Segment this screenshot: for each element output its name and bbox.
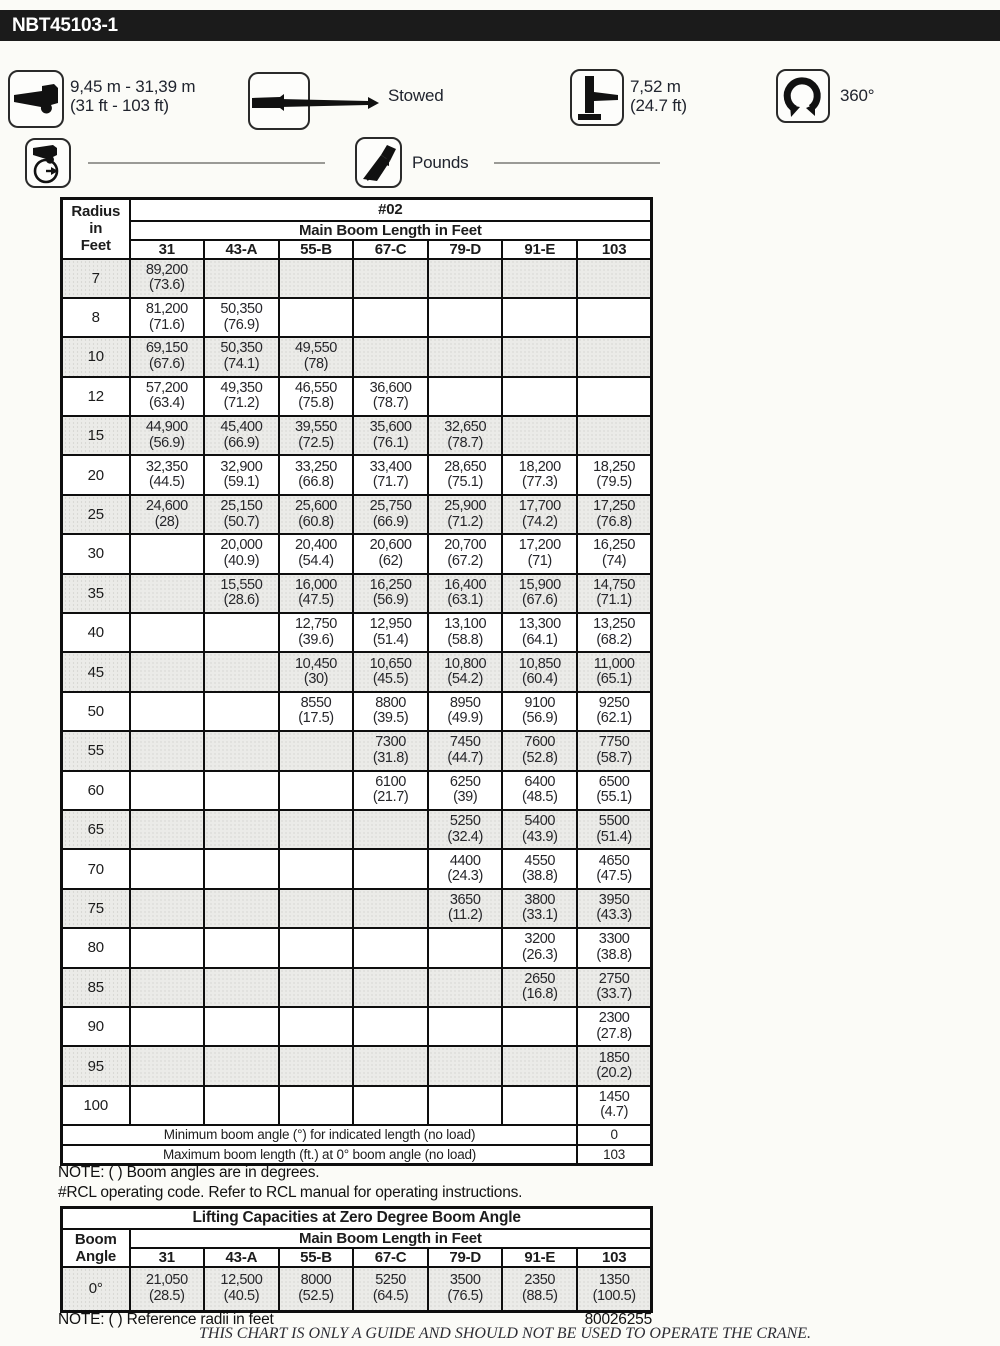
column-label: 43-A bbox=[204, 1248, 279, 1267]
capacity-cell-empty bbox=[130, 574, 205, 613]
capacity-cell: 7300 (31.8) bbox=[353, 731, 428, 770]
table-row bbox=[62, 810, 652, 849]
capacity-cell: 25,150 (50.7) bbox=[204, 495, 279, 534]
table-row bbox=[62, 337, 652, 376]
capacity-cell: 6250 (39) bbox=[428, 771, 503, 810]
radius-cell: 12 bbox=[62, 377, 130, 416]
capacity-cell-empty bbox=[428, 1086, 503, 1125]
capacity-cell-empty bbox=[279, 889, 354, 928]
column-labels-row bbox=[62, 240, 652, 259]
capacity-cell: 8800 (39.5) bbox=[353, 692, 428, 731]
radius-cell: 90 bbox=[62, 1007, 130, 1046]
capacity-cell-empty bbox=[204, 1007, 279, 1046]
capacity-cell-empty bbox=[353, 259, 428, 298]
capacity-cell: 10,850 (60.4) bbox=[502, 652, 577, 691]
footer-label: Minimum boom angle (°) for indicated length (no load) bbox=[62, 1125, 578, 1145]
capacity-cell-empty bbox=[204, 771, 279, 810]
capacity-cell-empty bbox=[353, 810, 428, 849]
column-label: 43-A bbox=[204, 240, 279, 259]
capacity-cell-empty bbox=[279, 1007, 354, 1046]
table-row bbox=[62, 613, 652, 652]
capacity-cell-empty bbox=[577, 337, 652, 376]
capacity-pounds-icon bbox=[355, 137, 402, 188]
footer-value: 103 bbox=[577, 1145, 652, 1165]
table-row bbox=[62, 574, 652, 613]
divider-line bbox=[494, 162, 660, 164]
footer-label: Maximum boom length (ft.) at 0° boom angle (no load) bbox=[62, 1145, 578, 1165]
capacity-cell: 7750 (58.7) bbox=[577, 731, 652, 770]
capacity-cell: 32,900 (59.1) bbox=[204, 455, 279, 494]
outrigger-extension-icon bbox=[570, 69, 624, 126]
capacity-cell-empty bbox=[130, 849, 205, 888]
capacity-cell: 2300 (27.8) bbox=[577, 1007, 652, 1046]
capacity-cell: 3500 (76.5) bbox=[428, 1267, 503, 1312]
capacity-cell-empty bbox=[279, 849, 354, 888]
capacity-cell: 28,650 (75.1) bbox=[428, 455, 503, 494]
capacity-cell-empty bbox=[353, 928, 428, 967]
capacity-cell-empty bbox=[130, 1086, 205, 1125]
table-row bbox=[62, 968, 652, 1007]
capacity-cell-empty bbox=[279, 810, 354, 849]
capacity-cell: 57,200 (63.4) bbox=[130, 377, 205, 416]
note-boom-angles: NOTE: ( ) Boom angles are in degrees. bbox=[58, 1164, 320, 1181]
capacity-cell-empty bbox=[502, 1086, 577, 1125]
capacity-cell-empty bbox=[502, 1007, 577, 1046]
radius-cell: 7 bbox=[62, 259, 130, 298]
boom-length-header: Main Boom Length in Feet bbox=[130, 1229, 652, 1248]
capacity-cell: 81,200 (71.6) bbox=[130, 298, 205, 337]
capacity-cell-empty bbox=[130, 889, 205, 928]
capacity-cell: 13,100 (58.8) bbox=[428, 613, 503, 652]
capacity-cell-empty bbox=[130, 692, 205, 731]
capacity-cell: 7450 (44.7) bbox=[428, 731, 503, 770]
column-label: 31 bbox=[130, 1248, 205, 1267]
capacity-cell: 20,600 (62) bbox=[353, 534, 428, 573]
table-row bbox=[62, 928, 652, 967]
capacity-cell: 6500 (55.1) bbox=[577, 771, 652, 810]
capacity-cell: 49,350 (71.2) bbox=[204, 377, 279, 416]
capacity-cell: 44,900 (56.9) bbox=[130, 416, 205, 455]
capacity-cell-empty bbox=[502, 416, 577, 455]
divider-line bbox=[88, 162, 325, 164]
column-label: 55-B bbox=[279, 1248, 354, 1267]
document-number: 80026255 bbox=[584, 1311, 652, 1328]
capacity-cell-empty bbox=[204, 692, 279, 731]
radius-cell: 25 bbox=[62, 495, 130, 534]
column-label: 31 bbox=[130, 240, 205, 259]
capacity-cell: 17,250 (76.8) bbox=[577, 495, 652, 534]
capacity-cell: 18,200 (77.3) bbox=[502, 455, 577, 494]
column-label: 79-D bbox=[428, 240, 503, 259]
radius-cell: 20 bbox=[62, 455, 130, 494]
capacity-cell: 89,200 (73.6) bbox=[130, 259, 205, 298]
capacity-cell-empty bbox=[279, 1086, 354, 1125]
footer-value: 0 bbox=[577, 1125, 652, 1145]
capacity-cell: 50,350 (76.9) bbox=[204, 298, 279, 337]
table-row bbox=[62, 455, 652, 494]
capacity-cell: 32,650 (78.7) bbox=[428, 416, 503, 455]
capacity-cell: 49,550 (78) bbox=[279, 337, 354, 376]
crane-rotation-clock-icon bbox=[25, 138, 71, 188]
capacity-cell-empty bbox=[130, 1046, 205, 1085]
capacity-cell: 39,550 (72.5) bbox=[279, 416, 354, 455]
capacity-cell: 5250 (64.5) bbox=[353, 1267, 428, 1312]
capacity-cell-empty bbox=[353, 1046, 428, 1085]
boom-stowed-arrow bbox=[250, 92, 380, 114]
table-row bbox=[62, 1007, 652, 1046]
table-row bbox=[62, 849, 652, 888]
boom-angle-cell: 0° bbox=[62, 1267, 130, 1312]
capacity-cell: 25,900 (71.2) bbox=[428, 495, 503, 534]
column-label: 103 bbox=[577, 240, 652, 259]
capacity-cell: 2650 (16.8) bbox=[502, 968, 577, 1007]
capacity-cell-empty bbox=[279, 1046, 354, 1085]
capacity-cell: 16,250 (56.9) bbox=[353, 574, 428, 613]
boom-length-header: Main Boom Length in Feet bbox=[130, 221, 652, 240]
capacity-cell: 12,500 (40.5) bbox=[204, 1267, 279, 1312]
capacity-cell-empty bbox=[130, 1007, 205, 1046]
table-row bbox=[62, 534, 652, 573]
table-row bbox=[62, 416, 652, 455]
capacity-cell-empty bbox=[577, 416, 652, 455]
capacity-cell: 9100 (56.9) bbox=[502, 692, 577, 731]
footer-row bbox=[62, 1145, 652, 1165]
radius-cell: 30 bbox=[62, 534, 130, 573]
capacity-cell: 8950 (49.9) bbox=[428, 692, 503, 731]
capacity-cell-empty bbox=[428, 377, 503, 416]
capacity-cell-empty bbox=[502, 1046, 577, 1085]
table-row bbox=[62, 377, 652, 416]
capacity-cell: 20,000 (40.9) bbox=[204, 534, 279, 573]
column-label: 103 bbox=[577, 1248, 652, 1267]
capacity-cell-empty bbox=[353, 889, 428, 928]
capacity-cell: 25,600 (60.8) bbox=[279, 495, 354, 534]
capacity-cell: 1350 (100.5) bbox=[577, 1267, 652, 1312]
capacity-cell: 14,750 (71.1) bbox=[577, 574, 652, 613]
capacity-cell-empty bbox=[502, 337, 577, 376]
page-title: NBT45103-1 bbox=[12, 14, 118, 36]
note-rcl-code: #RCL operating code. Refer to RCL manual for operating instructions. bbox=[58, 1183, 523, 1201]
capacity-cell-empty bbox=[204, 259, 279, 298]
pounds-label: Pounds bbox=[412, 153, 469, 172]
capacity-cell: 18,250 (79.5) bbox=[577, 455, 652, 494]
zero-table-title: Lifting Capacities at Zero Degree Boom Angle bbox=[62, 1208, 652, 1229]
main-capacity-table bbox=[60, 197, 653, 1166]
capacity-cell: 6400 (48.5) bbox=[502, 771, 577, 810]
column-label: 91-E bbox=[502, 1248, 577, 1267]
capacity-cell-empty bbox=[204, 889, 279, 928]
capacity-cell-empty bbox=[577, 377, 652, 416]
capacity-cell-empty bbox=[204, 849, 279, 888]
radius-cell: 8 bbox=[62, 298, 130, 337]
capacity-cell: 33,400 (71.7) bbox=[353, 455, 428, 494]
capacity-cell: 5500 (51.4) bbox=[577, 810, 652, 849]
capacity-cell-empty bbox=[353, 1086, 428, 1125]
capacity-cell: 3300 (38.8) bbox=[577, 928, 652, 967]
capacity-cell-empty bbox=[353, 337, 428, 376]
column-label: 67-C bbox=[353, 240, 428, 259]
capacity-cell: 3950 (43.3) bbox=[577, 889, 652, 928]
capacity-cell-empty bbox=[502, 259, 577, 298]
capacity-cell: 13,300 (64.1) bbox=[502, 613, 577, 652]
radius-cell: 55 bbox=[62, 731, 130, 770]
capacity-cell: 13,250 (68.2) bbox=[577, 613, 652, 652]
radius-cell: 75 bbox=[62, 889, 130, 928]
capacity-cell: 10,800 (54.2) bbox=[428, 652, 503, 691]
radius-cell: 50 bbox=[62, 692, 130, 731]
capacity-cell: 1850 (20.2) bbox=[577, 1046, 652, 1085]
table-row bbox=[62, 259, 652, 298]
capacity-cell: 16,250 (74) bbox=[577, 534, 652, 573]
capacity-cell: 2750 (33.7) bbox=[577, 968, 652, 1007]
capacity-cell: 3650 (11.2) bbox=[428, 889, 503, 928]
capacity-cell-empty bbox=[130, 534, 205, 573]
radius-cell: 95 bbox=[62, 1046, 130, 1085]
capacity-cell-empty bbox=[353, 968, 428, 1007]
radius-cell: 40 bbox=[62, 613, 130, 652]
table-row bbox=[62, 1267, 652, 1312]
rotation-label: 360° bbox=[840, 86, 875, 105]
radius-cell: 60 bbox=[62, 771, 130, 810]
table-row bbox=[62, 889, 652, 928]
capacity-cell: 4650 (47.5) bbox=[577, 849, 652, 888]
capacity-cell: 9250 (62.1) bbox=[577, 692, 652, 731]
capacity-cell: 21,050 (28.5) bbox=[130, 1267, 205, 1312]
capacity-cell: 25,750 (66.9) bbox=[353, 495, 428, 534]
capacity-cell-empty bbox=[130, 810, 205, 849]
capacity-cell-empty bbox=[130, 731, 205, 770]
radius-cell: 65 bbox=[62, 810, 130, 849]
radius-cell: 80 bbox=[62, 928, 130, 967]
capacity-cell: 1450 (4.7) bbox=[577, 1086, 652, 1125]
capacity-cell-empty bbox=[204, 968, 279, 1007]
capacity-cell: 33,250 (66.8) bbox=[279, 455, 354, 494]
capacity-cell: 50,350 (74.1) bbox=[204, 337, 279, 376]
capacity-cell-empty bbox=[279, 298, 354, 337]
capacity-cell: 8550 (17.5) bbox=[279, 692, 354, 731]
capacity-cell: 4550 (38.8) bbox=[502, 849, 577, 888]
capacity-cell-empty bbox=[204, 1086, 279, 1125]
capacity-cell-empty bbox=[204, 731, 279, 770]
capacity-cell-empty bbox=[279, 771, 354, 810]
capacity-cell-empty bbox=[428, 259, 503, 298]
outrigger-label: 7,52 m (24.7 ft) bbox=[630, 77, 687, 115]
capacity-cell: 7600 (52.8) bbox=[502, 731, 577, 770]
table-row bbox=[62, 298, 652, 337]
capacity-cell-empty bbox=[279, 731, 354, 770]
capacity-cell-empty bbox=[428, 337, 503, 376]
table-row bbox=[62, 771, 652, 810]
capacity-cell: 5250 (32.4) bbox=[428, 810, 503, 849]
capacity-cell-empty bbox=[353, 849, 428, 888]
legend-icons bbox=[0, 41, 1000, 197]
capacity-cell-empty bbox=[353, 298, 428, 337]
capacity-cell-empty bbox=[428, 1046, 503, 1085]
swing-rotation-icon bbox=[776, 69, 830, 123]
capacity-cell: 15,550 (28.6) bbox=[204, 574, 279, 613]
table-row bbox=[62, 1086, 652, 1125]
column-label: 55-B bbox=[279, 240, 354, 259]
capacity-cell-empty bbox=[130, 613, 205, 652]
capacity-cell-empty bbox=[353, 1007, 428, 1046]
note-reference-radii: NOTE: ( ) Reference radii in feet bbox=[58, 1311, 274, 1328]
capacity-cell: 45,400 (66.9) bbox=[204, 416, 279, 455]
column-label: 67-C bbox=[353, 1248, 428, 1267]
table-row bbox=[62, 692, 652, 731]
capacity-cell: 3800 (33.1) bbox=[502, 889, 577, 928]
capacity-cell: 3200 (26.3) bbox=[502, 928, 577, 967]
capacity-cell-empty bbox=[428, 968, 503, 1007]
zero-degree-table bbox=[60, 1206, 653, 1313]
capacity-cell: 8000 (52.5) bbox=[279, 1267, 354, 1312]
capacity-cell-empty bbox=[502, 377, 577, 416]
capacity-cell: 16,400 (63.1) bbox=[428, 574, 503, 613]
capacity-cell-empty bbox=[204, 652, 279, 691]
capacity-cell-empty bbox=[130, 968, 205, 1007]
capacity-cell: 24,600 (28) bbox=[130, 495, 205, 534]
capacity-cell: 6100 (21.7) bbox=[353, 771, 428, 810]
boom-length-icon bbox=[8, 70, 64, 128]
table-row bbox=[62, 1046, 652, 1085]
radius-cell: 10 bbox=[62, 337, 130, 376]
table-row bbox=[62, 731, 652, 770]
capacity-cell-empty bbox=[204, 928, 279, 967]
capacity-cell: 10,450 (30) bbox=[279, 652, 354, 691]
radius-cell: 45 bbox=[62, 652, 130, 691]
capacity-cell: 32,350 (44.5) bbox=[130, 455, 205, 494]
capacity-cell: 17,700 (74.2) bbox=[502, 495, 577, 534]
capacity-cell: 10,650 (45.5) bbox=[353, 652, 428, 691]
capacity-cell-empty bbox=[428, 1007, 503, 1046]
capacity-cell: 46,550 (75.8) bbox=[279, 377, 354, 416]
capacity-cell-empty bbox=[279, 968, 354, 1007]
radius-cell: 15 bbox=[62, 416, 130, 455]
capacity-cell: 17,200 (71) bbox=[502, 534, 577, 573]
capacity-cell-empty bbox=[428, 928, 503, 967]
radius-cell: 35 bbox=[62, 574, 130, 613]
capacity-cell-empty bbox=[279, 928, 354, 967]
capacity-cell-empty bbox=[204, 810, 279, 849]
table-row bbox=[62, 652, 652, 691]
capacity-cell-empty bbox=[130, 928, 205, 967]
capacity-cell: 20,400 (54.4) bbox=[279, 534, 354, 573]
capacity-cell: 11,000 (65.1) bbox=[577, 652, 652, 691]
capacity-cell: 35,600 (76.1) bbox=[353, 416, 428, 455]
capacity-cell-empty bbox=[279, 259, 354, 298]
capacity-cell: 5400 (43.9) bbox=[502, 810, 577, 849]
capacity-cell: 69,150 (67.6) bbox=[130, 337, 205, 376]
rcl-code-header: #02 bbox=[130, 199, 652, 221]
capacity-cell: 15,900 (67.6) bbox=[502, 574, 577, 613]
table-row bbox=[62, 495, 652, 534]
capacity-cell-empty bbox=[204, 1046, 279, 1085]
stowed-label: Stowed bbox=[388, 86, 444, 105]
capacity-cell-empty bbox=[577, 298, 652, 337]
capacity-cell: 4400 (24.3) bbox=[428, 849, 503, 888]
capacity-cell-empty bbox=[130, 771, 205, 810]
capacity-cell-empty bbox=[577, 259, 652, 298]
radius-cell: 70 bbox=[62, 849, 130, 888]
radius-cell: 100 bbox=[62, 1086, 130, 1125]
capacity-cell-empty bbox=[428, 298, 503, 337]
footer-row bbox=[62, 1125, 652, 1145]
main-table-notes bbox=[58, 1163, 758, 1202]
capacity-cell: 2350 (88.5) bbox=[502, 1267, 577, 1312]
radius-cell: 85 bbox=[62, 968, 130, 1007]
capacity-cell-empty bbox=[204, 613, 279, 652]
disclaimer-text: THIS CHART IS ONLY A GUIDE AND SHOULD NOT BE USED TO OPERATE THE CRANE. bbox=[198, 1325, 812, 1342]
capacity-cell-empty bbox=[130, 652, 205, 691]
capacity-cell: 36,600 (78.7) bbox=[353, 377, 428, 416]
capacity-cell: 12,950 (51.4) bbox=[353, 613, 428, 652]
column-labels-row bbox=[62, 1248, 652, 1267]
radius-header: Radius in Feet bbox=[62, 199, 130, 259]
column-label: 79-D bbox=[428, 1248, 503, 1267]
boom-angle-header: Boom Angle bbox=[62, 1229, 130, 1267]
boom-length-label: 9,45 m - 31,39 m (31 ft - 103 ft) bbox=[70, 77, 196, 115]
capacity-cell-empty bbox=[502, 298, 577, 337]
capacity-cell: 12,750 (39.6) bbox=[279, 613, 354, 652]
title-bar bbox=[0, 10, 1000, 41]
capacity-cell: 16,000 (47.5) bbox=[279, 574, 354, 613]
capacity-cell: 20,700 (67.2) bbox=[428, 534, 503, 573]
column-label: 91-E bbox=[502, 240, 577, 259]
